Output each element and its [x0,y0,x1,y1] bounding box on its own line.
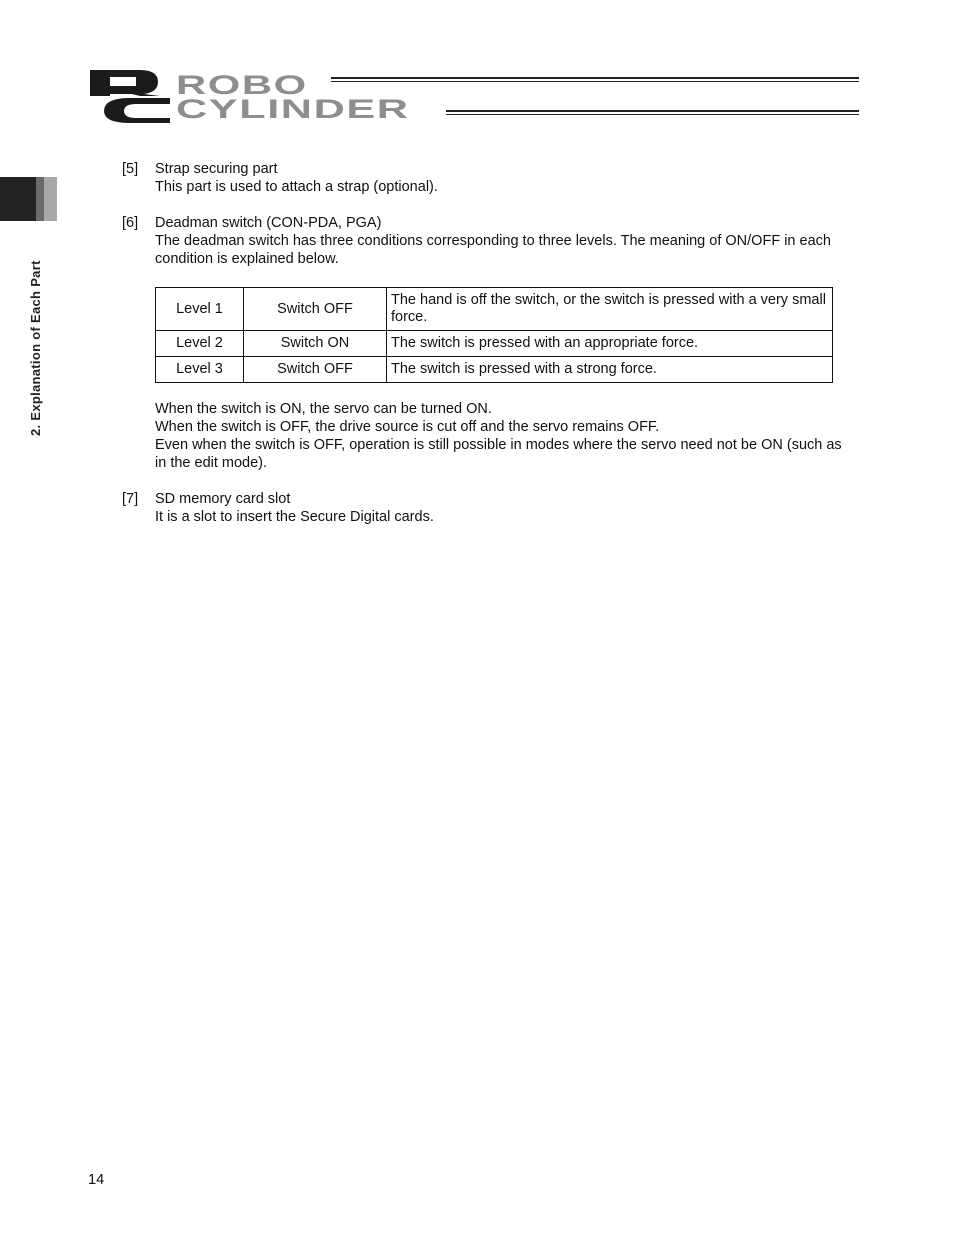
level-cell: Level 2 [156,331,244,357]
rc-logo-mark-icon [88,68,172,124]
header-rule [446,110,859,112]
item-body: It is a slot to insert the Secure Digital cards. [155,509,434,525]
level-cell: Level 1 [156,288,244,331]
item-title: Deadman switch (CON-PDA, PGA) [155,215,382,231]
item-body: The deadman switch has three conditions corresponding to three levels. The meaning of ON/OFF in each condition is explained below. [155,233,831,267]
logo-text-cylinder: CYLINDER [176,94,410,124]
description-cell: The hand is off the switch, or the switch is pressed with a very small force. [387,288,833,331]
main-content [122,160,852,526]
header-rule [446,114,859,115]
table-row [156,357,833,383]
switch-state-cell: Switch OFF [244,357,387,383]
switch-state-cell: Switch OFF [244,288,387,331]
header-rule [331,81,859,82]
page-number: 14 [88,1172,105,1188]
chapter-tab-marker [0,177,57,221]
switch-levels-table [155,287,833,383]
chapter-side-label: 2. Explanation of Each Part [28,260,43,436]
item-number: [6] [122,215,139,231]
item-title: Strap securing part [155,161,278,177]
level-cell: Level 3 [156,357,244,383]
note-line: When the switch is OFF, the drive source is cut off and the servo remains OFF. [155,419,660,435]
description-cell: The switch is pressed with a strong force. [387,357,833,383]
item-title: SD memory card slot [155,491,291,507]
note-line: Even when the switch is OFF, operation is still possible in modes where the servo need not be ON (such as in the edit mode). [155,437,842,471]
header-rule [331,77,859,79]
item-strap-securing-part [122,160,852,196]
table-row [156,331,833,357]
note-line: When the switch is ON, the servo can be turned ON. [155,401,492,417]
item-body: This part is used to attach a strap (optional). [155,179,438,195]
item-sd-memory-card-slot [122,490,852,526]
item-number: [7] [122,491,139,507]
item-deadman-switch [122,214,852,472]
table-row [156,288,833,331]
switch-state-cell: Switch ON [244,331,387,357]
item-number: [5] [122,161,139,177]
description-cell: The switch is pressed with an appropriate force. [387,331,833,357]
logo-text-robo: ROBO [176,70,308,100]
